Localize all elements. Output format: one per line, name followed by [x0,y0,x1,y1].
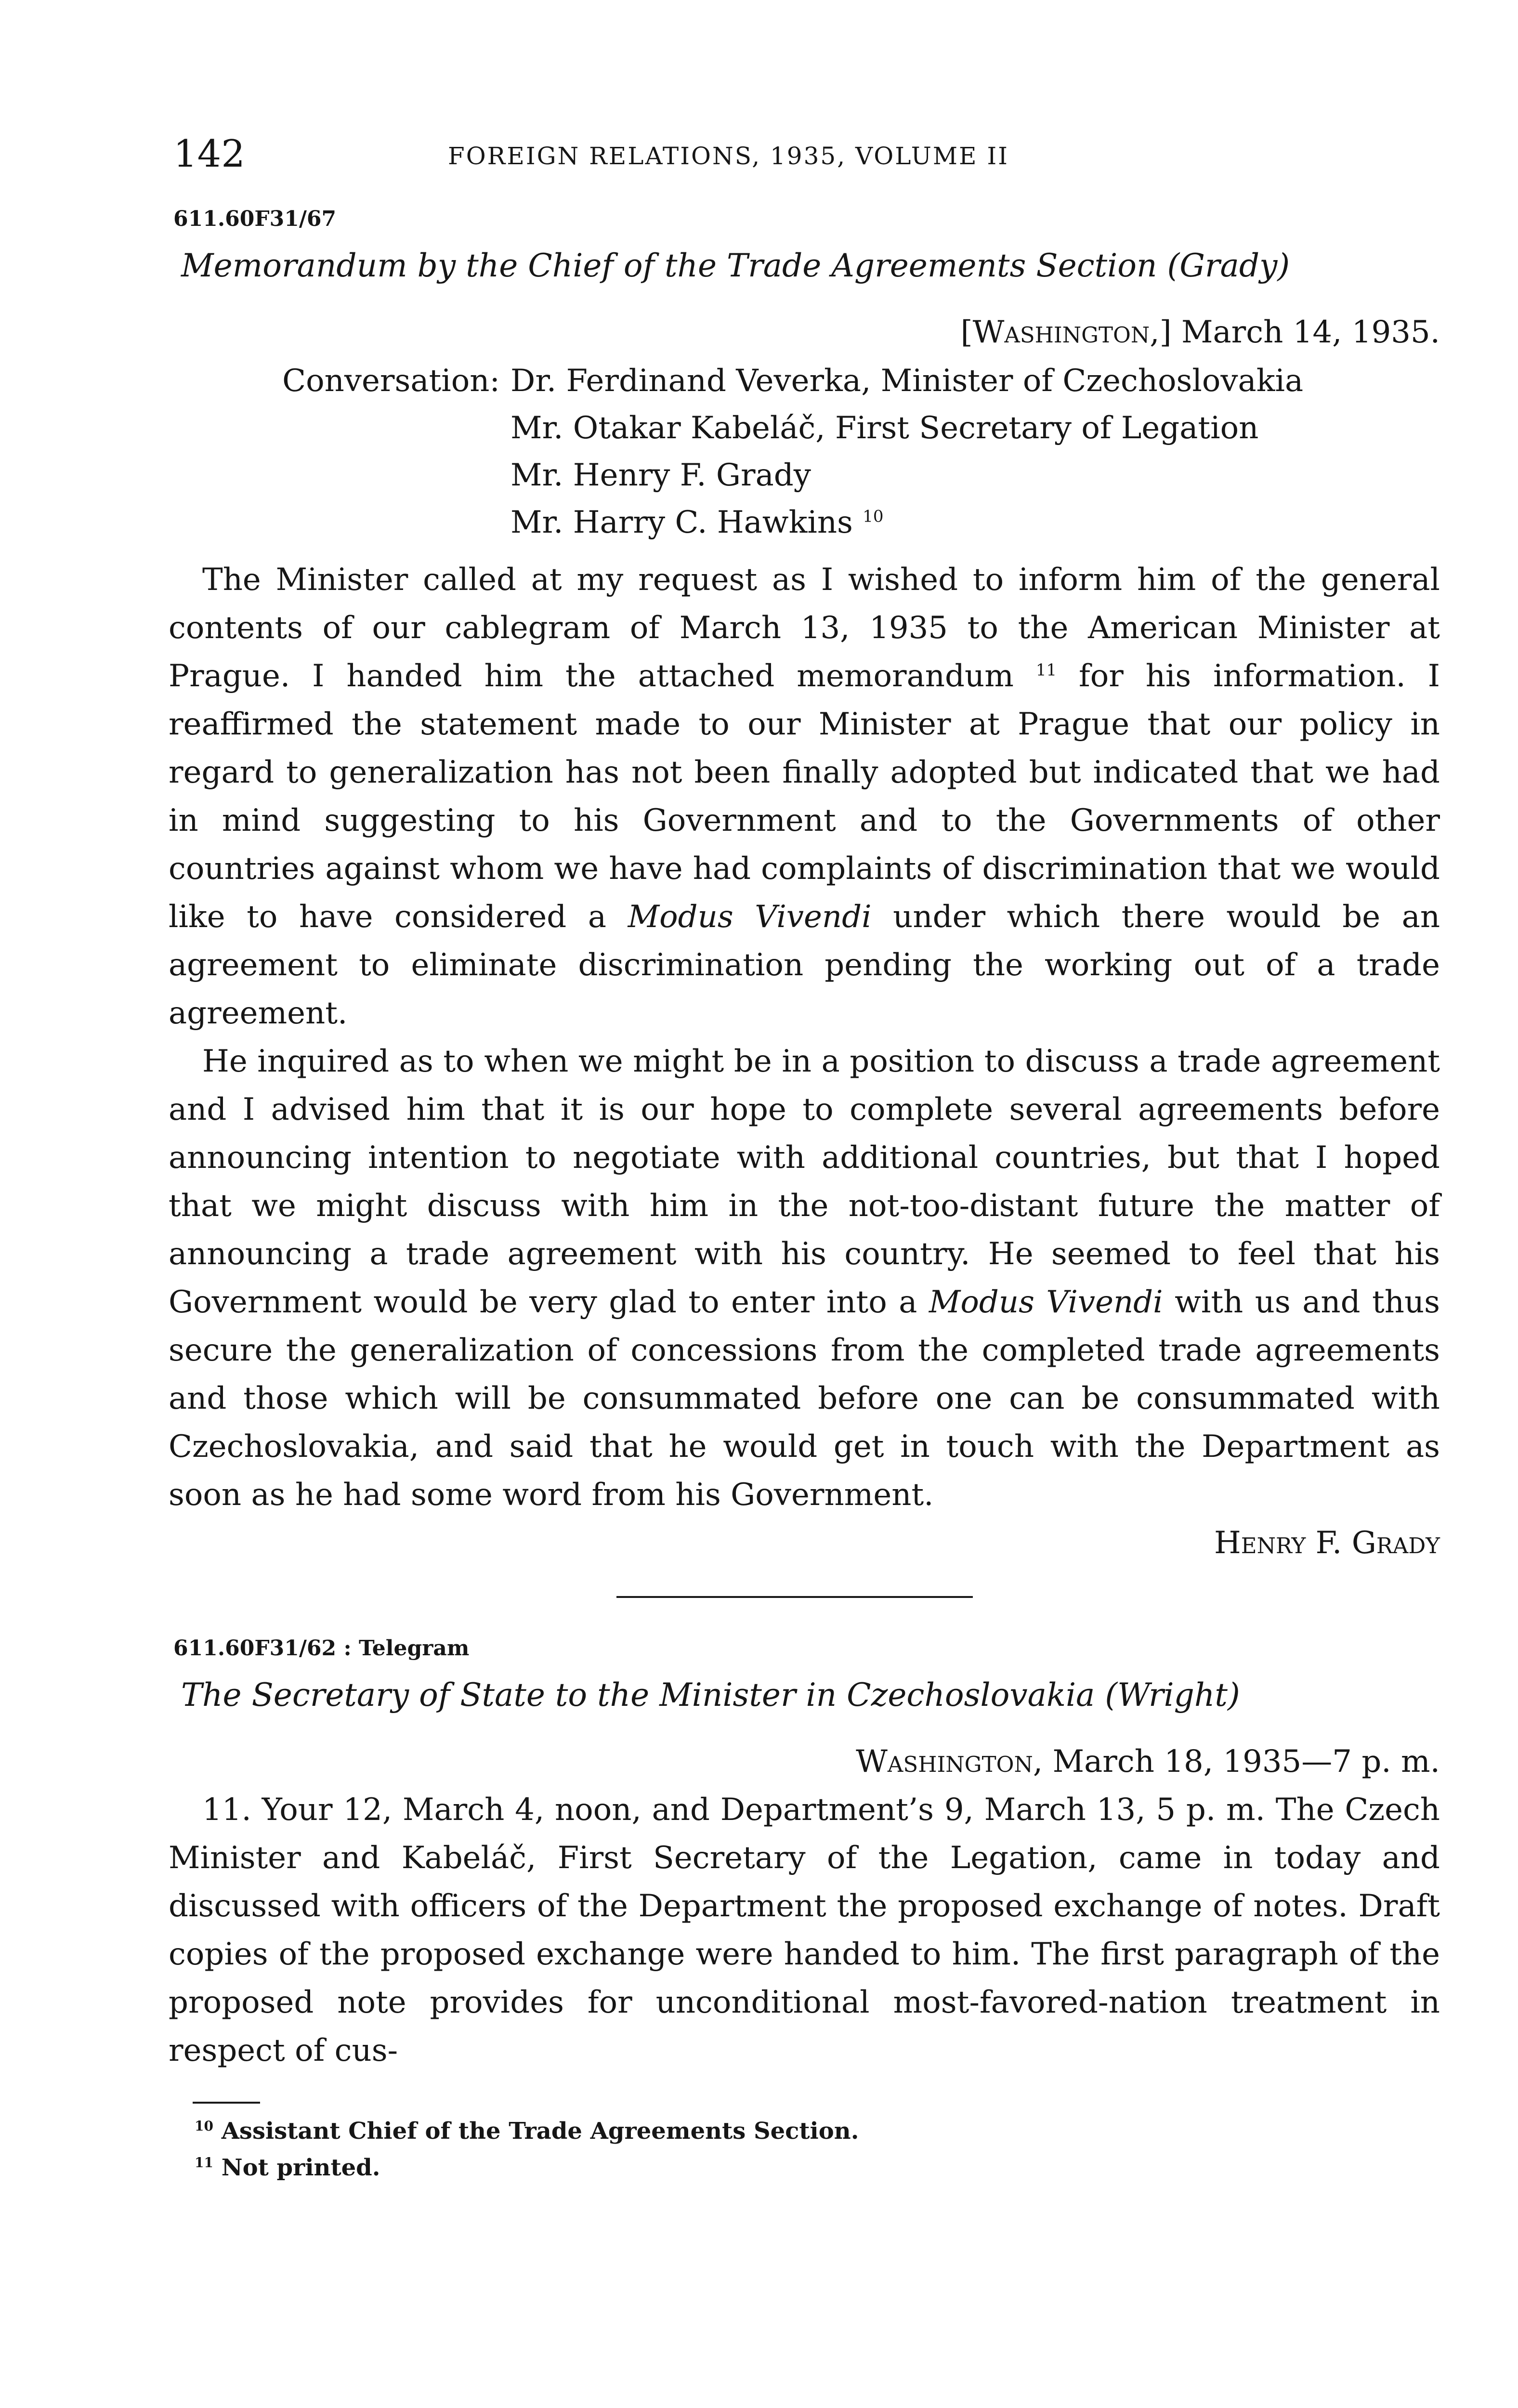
footnotes [195,2110,1445,2184]
participant: Mr. Henry F. Grady [510,458,811,493]
running-title: FOREIGN RELATIONS, 1935, VOLUME II [448,142,1009,170]
italic-phrase: Modus Vivendi [628,899,872,935]
page-number: 142 [173,132,245,176]
conversation-label: Conversation: [282,363,500,399]
dateline-date: March 14, 1935. [1181,314,1440,350]
footnote-text: Assistant Chief of the Trade Agreements Section. [221,2118,859,2145]
paragraph-text: The Minister called at my request as I wished to inform him of the general contents of our cablegram of March 13, 1935 to the American Minister at Prague. I handed him the attached memorandum [169,562,1440,694]
dateline [164,1738,1445,1786]
document-title: Memorandum by the Chief of the Trade Agreements Section (Grady) [181,247,1290,284]
body-paragraph [164,556,1445,1037]
paragraph-text: He inquired as to when we might be in a position to discuss a trade agreement and I advised him that it is our hope to complete several agreements before announcing intention to negotiate with additional countries, but that I hoped that we might discuss with him in the not-too-distant future the matter of announcing a trade agreement with his country. He seemed to feel that his Government would be very glad to enter into a [169,1044,1440,1320]
dateline-place: Washington, [856,1744,1043,1780]
paragraph-text: under which there would be an agreement to eliminate discrimination pending the working out of a trade agreement. [169,899,1440,1031]
dateline-date: March 18, 1935—7 p. m. [1052,1744,1440,1780]
footnote-number: 10 [195,2118,213,2134]
paragraph-text: for his information. I reaffirmed the statement made to our Minister at Prague that our policy in regard to generalization has not been finally adopted but indicated that we had in mind suggesting to his Government and to the Governments of other countries against whom we have had complaints of discrimination that we would like to have considered a [169,658,1440,935]
document-page [164,130,1445,2184]
participant-list [510,357,1303,546]
footnote [195,2147,1445,2184]
running-header [164,130,1445,183]
participant: Mr. Otakar Kabeláč, First Secretary of Legation [510,410,1259,446]
dateline [164,308,1445,356]
footnote [195,2110,1445,2147]
footnote-rule [193,2102,260,2104]
file-number: 611.60F31/67 [173,207,337,231]
section-divider [616,1596,973,1598]
conversation-block [164,357,1445,546]
body-paragraph [164,1037,1445,1519]
document-title: The Secretary of State to the Minister in Czechoslovakia (Wright) [181,1676,1240,1714]
footnote-marker: 10 [863,507,884,526]
signature: Henry F. Grady [1214,1525,1440,1561]
participant-name: Mr. Harry C. Hawkins [510,505,853,540]
participant [510,499,1303,546]
footnote-marker: 11 [1035,660,1057,680]
dateline-place: [Washington,] [960,314,1172,350]
footnote-text: Not printed. [221,2154,380,2181]
body-paragraph: 11. Your 12, March 4, noon, and Department’s 9, March 13, 5 p. m. The Czech Minister and Kabeláč, First Secretary of the Legation, came in today and discussed with officers of the Department the proposed exchange of notes. Draft copies of the proposed exchange were handed to him. The first paragraph of the proposed note provides for unconditional most-favored-nation treatment in respect of cus- [169,1792,1440,2068]
italic-phrase: Modus Vivendi [929,1284,1163,1320]
footnote-number: 11 [195,2155,213,2171]
participant: Dr. Ferdinand Veverka, Minister of Czechoslovakia [510,363,1304,399]
paragraph-text: with us and thus secure the generalization of concessions from the completed trade agreements and those which will be consummated before one can be consummated with Czechoslovakia, and said that he would get in touch with the Department as soon as he had some word from his Government. [169,1284,1440,1513]
file-number: 611.60F31/62 : Telegram [173,1636,470,1661]
